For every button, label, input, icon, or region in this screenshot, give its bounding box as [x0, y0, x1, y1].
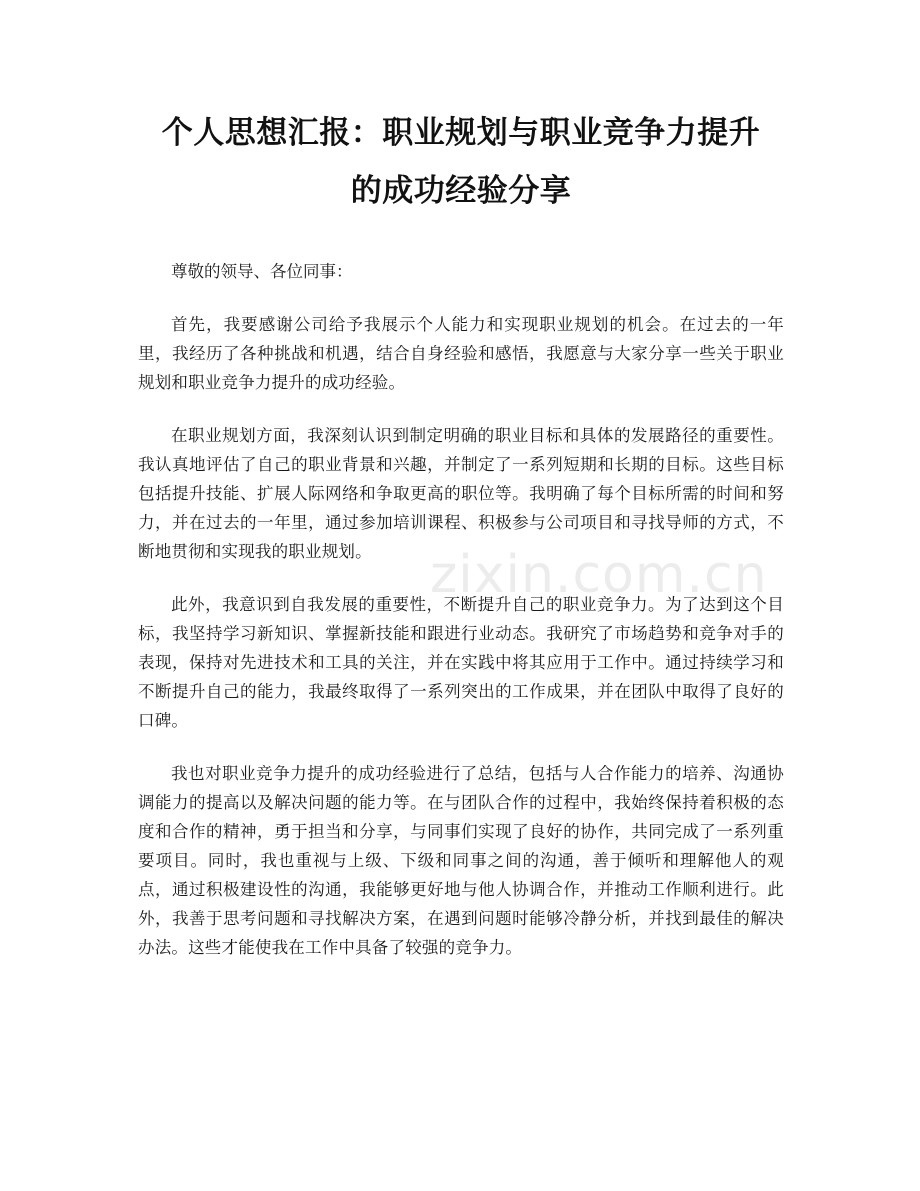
paragraph-3: 此外，我意识到自我发展的重要性，不断提升自己的职业竞争力。为了达到这个目标，我坚持学习新知识、掌握新技能和跟进行业动态。我研究了市场趋势和竞争对手的表现，保持对先进技术和工具的关注，并在实践中将其应用于工作中。通过持续学习和不断提升自己的能力，我最终取得了一系列突出的工作成果，并在团队中取得了良好的口碑。 [138, 595, 784, 730]
paragraph-4: 我也对职业竞争力提升的成功经验进行了总结，包括与人合作能力的培养、沟通协调能力的提高以及解决问题的能力等。在与团队合作的过程中，我始终保持着积极的态度和合作的精神，勇于担当和分享，与同事们实现了良好的协作，共同完成了一系列重要项目。同时，我也重视与上级、下级和同事之间的沟通，善于倾听和理解他人的观点，通过积极建设性的沟通，我能够更好地与他人协调合作，并推动工作顺利进行。此外，我善于思考问题和寻找解决方案，在遇到问题时能够冷静分析，并找到最佳的解决办法。这些才能使我在工作中具备了较强的竞争力。 [138, 764, 784, 957]
title-line-2: 的成功经验分享 [350, 173, 572, 209]
paragraph-1: 首先，我要感谢公司给予我展示个人能力和实现职业规划的机会。在过去的一年里，我经历了各种挑战和机遇，结合自身经验和感悟，我愿意与大家分享一些关于职业规划和职业竞争力提升的成功经验。 [138, 315, 784, 392]
watermark: zixin.com.cn [430, 545, 768, 605]
salutation: 尊敬的领导、各位同事： [171, 262, 353, 281]
title-line-1: 个人思想汇报：职业规划与职业竞争力提升 [161, 115, 761, 151]
document-title [138, 0, 784, 220]
paragraph-2: 在职业规划方面，我深刻认识到制定明确的职业目标和具体的发展路径的重要性。我认真地评估了自己的职业背景和兴趣，并制定了一系列短期和长期的目标。这些目标包括提升技能、扩展人际网络和争取更高的职位等。我明确了每个目标所需的时间和努力，并在过去的一年里，通过参加培训课程、积极参与公司项目和寻找导师的方式，不断地贯彻和实现我的职业规划。 [138, 426, 784, 561]
